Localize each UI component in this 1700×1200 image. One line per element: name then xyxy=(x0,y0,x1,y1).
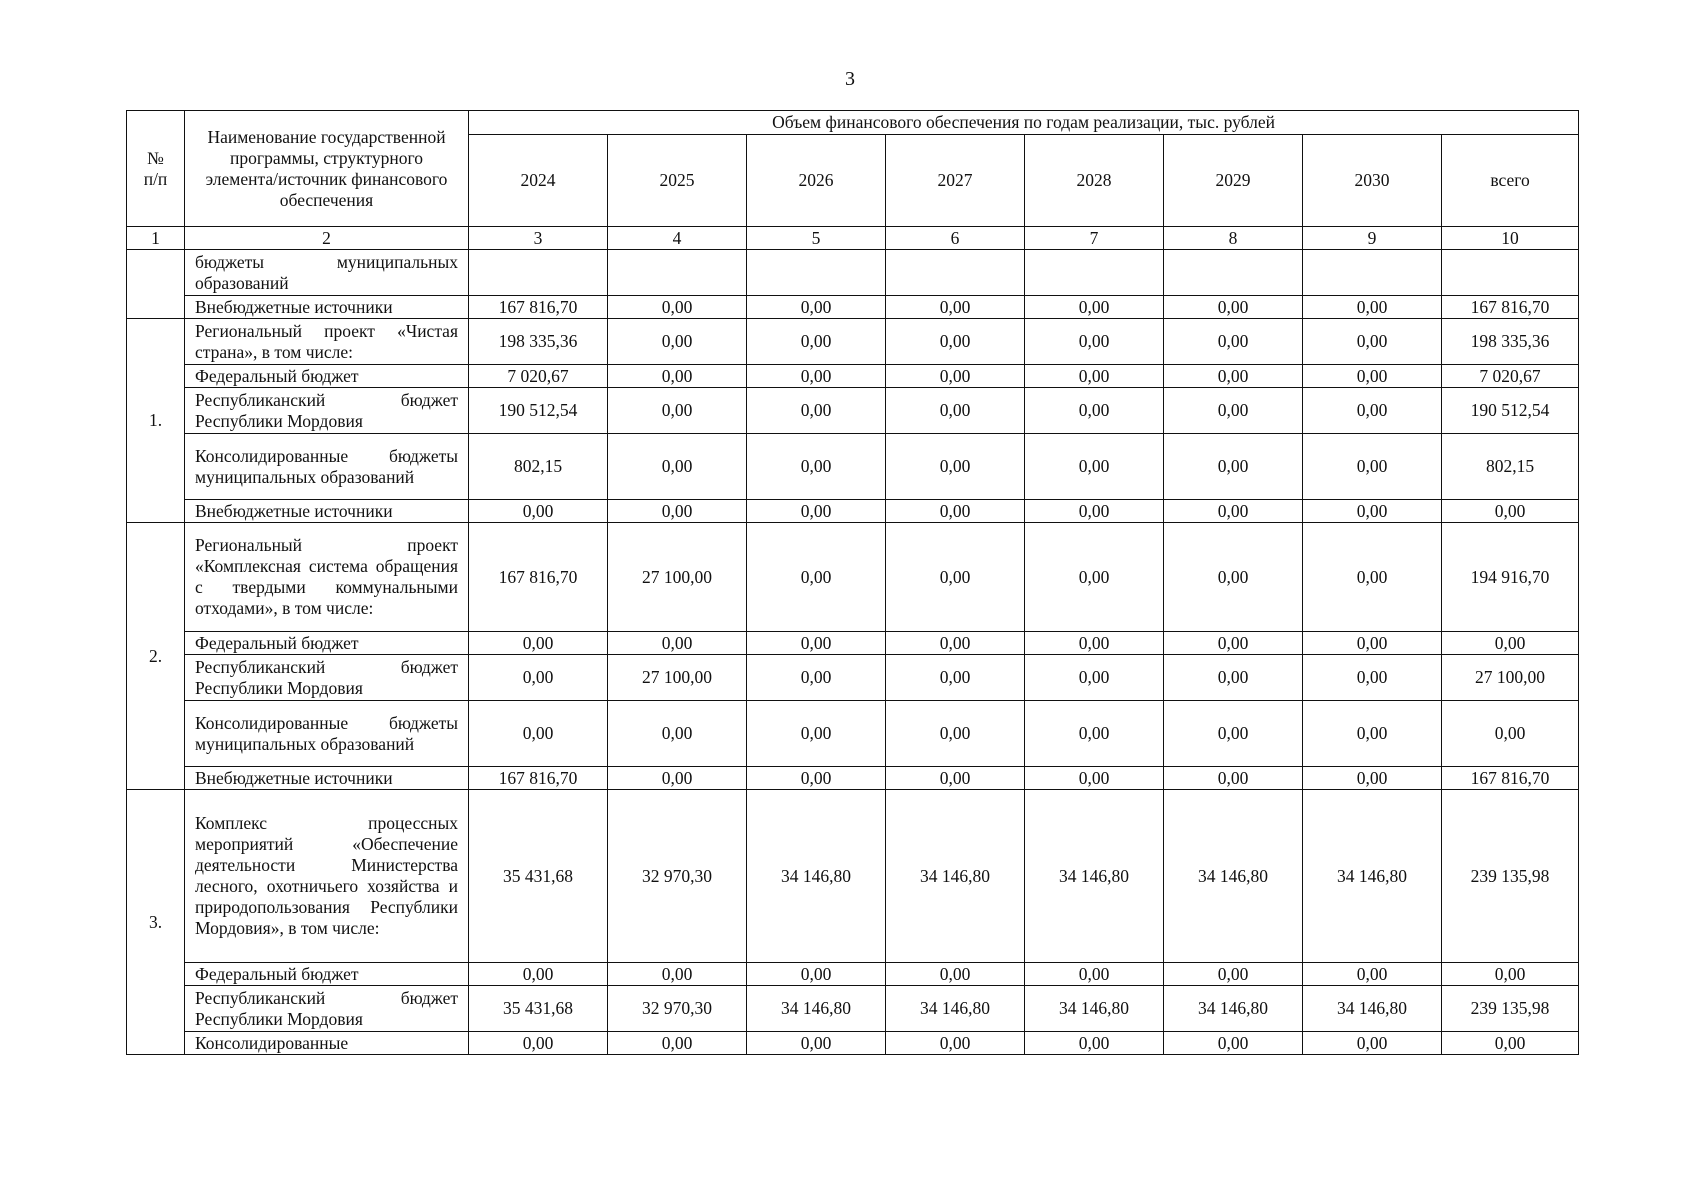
row-year-value: 0,00 xyxy=(747,523,886,632)
row-year-value: 0,00 xyxy=(1164,365,1303,388)
column-number: 9 xyxy=(1303,227,1442,250)
row-year-value: 34 146,80 xyxy=(1025,986,1164,1032)
row-total-value: 239 135,98 xyxy=(1442,986,1579,1032)
table-row xyxy=(127,701,1579,767)
row-year-value: 0,00 xyxy=(1164,701,1303,767)
table-row xyxy=(127,434,1579,500)
row-total-value: 7 020,67 xyxy=(1442,365,1579,388)
row-year-value: 34 146,80 xyxy=(1025,790,1164,963)
row-year-value: 0,00 xyxy=(1303,1032,1442,1055)
table-row xyxy=(127,1032,1579,1055)
row-year-value: 0,00 xyxy=(886,655,1025,701)
row-total-value: 0,00 xyxy=(1442,701,1579,767)
table-row xyxy=(127,365,1579,388)
row-year-value: 0,00 xyxy=(886,296,1025,319)
row-total-value: 0,00 xyxy=(1442,632,1579,655)
row-year-value: 0,00 xyxy=(1164,388,1303,434)
row-name: Консолидированные xyxy=(185,1032,469,1055)
row-year-value: 0,00 xyxy=(1303,296,1442,319)
row-total-value: 167 816,70 xyxy=(1442,296,1579,319)
row-year-value: 0,00 xyxy=(747,365,886,388)
row-year-value: 0,00 xyxy=(747,319,886,365)
header-year: 2025 xyxy=(608,135,747,227)
row-index: 3. xyxy=(127,790,185,1055)
row-year-value: 0,00 xyxy=(608,1032,747,1055)
row-year-value: 0,00 xyxy=(469,963,608,986)
column-numbers-row xyxy=(127,227,1579,250)
financing-table xyxy=(126,110,1579,1055)
row-total-value: 27 100,00 xyxy=(1442,655,1579,701)
row-year-value: 0,00 xyxy=(1164,632,1303,655)
row-year-value: 0,00 xyxy=(1025,319,1164,365)
row-year-value: 0,00 xyxy=(1303,434,1442,500)
row-year-value: 190 512,54 xyxy=(469,388,608,434)
column-number: 1 xyxy=(127,227,185,250)
row-year-value: 0,00 xyxy=(1025,963,1164,986)
table-row xyxy=(127,986,1579,1032)
row-index: 1. xyxy=(127,319,185,523)
row-year-value: 0,00 xyxy=(608,767,747,790)
row-year-value: 0,00 xyxy=(747,767,886,790)
row-year-value: 0,00 xyxy=(1303,632,1442,655)
row-year-value: 0,00 xyxy=(469,701,608,767)
row-name: Федеральный бюджет xyxy=(185,365,469,388)
row-year-value: 0,00 xyxy=(747,655,886,701)
row-name: Федеральный бюджет xyxy=(185,632,469,655)
row-year-value: 0,00 xyxy=(886,632,1025,655)
page-number: 3 xyxy=(845,68,855,90)
row-year-value: 34 146,80 xyxy=(1303,790,1442,963)
row-year-value: 0,00 xyxy=(608,388,747,434)
table-row xyxy=(127,963,1579,986)
column-number: 4 xyxy=(608,227,747,250)
row-year-value: 0,00 xyxy=(747,632,886,655)
table-row xyxy=(127,250,1579,296)
row-year-value: 0,00 xyxy=(886,523,1025,632)
row-total-value: 167 816,70 xyxy=(1442,767,1579,790)
row-year-value xyxy=(469,250,608,296)
row-year-value: 0,00 xyxy=(608,632,747,655)
row-year-value: 32 970,30 xyxy=(608,986,747,1032)
row-total-value xyxy=(1442,250,1579,296)
row-year-value: 0,00 xyxy=(1164,500,1303,523)
table-header xyxy=(127,111,1579,250)
column-number: 7 xyxy=(1025,227,1164,250)
table-row xyxy=(127,296,1579,319)
row-year-value: 0,00 xyxy=(1164,963,1303,986)
row-year-value xyxy=(747,250,886,296)
row-year-value: 0,00 xyxy=(1025,388,1164,434)
row-name: Консолидированные бюджеты муниципальных образований xyxy=(185,701,469,767)
table-row xyxy=(127,767,1579,790)
row-year-value: 0,00 xyxy=(469,1032,608,1055)
row-year-value: 7 020,67 xyxy=(469,365,608,388)
row-year-value: 0,00 xyxy=(1164,523,1303,632)
row-year-value: 0,00 xyxy=(1303,319,1442,365)
row-name: Федеральный бюджет xyxy=(185,963,469,986)
header-year: 2029 xyxy=(1164,135,1303,227)
row-year-value: 167 816,70 xyxy=(469,767,608,790)
row-year-value: 0,00 xyxy=(608,963,747,986)
row-year-value: 0,00 xyxy=(1164,434,1303,500)
row-year-value: 0,00 xyxy=(1303,365,1442,388)
row-year-value: 0,00 xyxy=(1025,434,1164,500)
row-year-value: 0,00 xyxy=(747,701,886,767)
row-year-value: 0,00 xyxy=(1164,1032,1303,1055)
header-total: всего xyxy=(1442,135,1579,227)
row-year-value xyxy=(608,250,747,296)
row-year-value: 0,00 xyxy=(1025,655,1164,701)
row-year-value: 802,15 xyxy=(469,434,608,500)
row-name: Внебюджетные источники xyxy=(185,296,469,319)
row-year-value: 34 146,80 xyxy=(1164,986,1303,1032)
table-row xyxy=(127,790,1579,963)
row-year-value: 0,00 xyxy=(469,632,608,655)
row-year-value: 0,00 xyxy=(886,388,1025,434)
row-year-value: 27 100,00 xyxy=(608,655,747,701)
row-year-value: 34 146,80 xyxy=(886,790,1025,963)
row-year-value: 0,00 xyxy=(886,767,1025,790)
row-name: Республиканский бюджет Республики Мордовия xyxy=(185,655,469,701)
header-year: 2030 xyxy=(1303,135,1442,227)
column-number: 2 xyxy=(185,227,469,250)
table-row xyxy=(127,632,1579,655)
row-year-value xyxy=(886,250,1025,296)
row-year-value: 34 146,80 xyxy=(1303,986,1442,1032)
row-total-value: 190 512,54 xyxy=(1442,388,1579,434)
row-year-value xyxy=(1303,250,1442,296)
row-year-value: 0,00 xyxy=(608,365,747,388)
row-year-value: 0,00 xyxy=(886,963,1025,986)
row-year-value: 0,00 xyxy=(747,1032,886,1055)
header-year: 2024 xyxy=(469,135,608,227)
row-year-value: 34 146,80 xyxy=(747,790,886,963)
row-year-value: 0,00 xyxy=(1164,319,1303,365)
table-row xyxy=(127,500,1579,523)
row-name: Республиканский бюджет Республики Мордовия xyxy=(185,986,469,1032)
row-year-value: 0,00 xyxy=(1303,655,1442,701)
row-total-value: 0,00 xyxy=(1442,500,1579,523)
row-year-value: 0,00 xyxy=(1025,365,1164,388)
row-year-value: 0,00 xyxy=(1164,296,1303,319)
row-year-value: 32 970,30 xyxy=(608,790,747,963)
header-year: 2028 xyxy=(1025,135,1164,227)
column-number: 3 xyxy=(469,227,608,250)
row-year-value xyxy=(1025,250,1164,296)
row-name: Консолидированные бюджеты муниципальных образований xyxy=(185,434,469,500)
row-year-value: 34 146,80 xyxy=(886,986,1025,1032)
row-total-value: 0,00 xyxy=(1442,1032,1579,1055)
row-year-value: 0,00 xyxy=(886,434,1025,500)
row-year-value: 0,00 xyxy=(469,655,608,701)
row-name: Республиканский бюджет Республики Мордовия xyxy=(185,388,469,434)
row-year-value: 0,00 xyxy=(1025,767,1164,790)
row-year-value: 0,00 xyxy=(1025,523,1164,632)
row-index: 2. xyxy=(127,523,185,790)
column-number: 10 xyxy=(1442,227,1579,250)
table-body xyxy=(127,250,1579,1055)
row-year-value: 0,00 xyxy=(1025,500,1164,523)
row-index xyxy=(127,250,185,319)
row-year-value: 0,00 xyxy=(1303,388,1442,434)
row-year-value: 0,00 xyxy=(1164,655,1303,701)
row-year-value: 0,00 xyxy=(1025,1032,1164,1055)
row-year-value: 0,00 xyxy=(1025,632,1164,655)
row-year-value: 167 816,70 xyxy=(469,296,608,319)
header-name: Наименование государственной программы, структурного элемента/источник финансового обеспечения xyxy=(185,111,469,227)
row-year-value: 0,00 xyxy=(886,1032,1025,1055)
row-year-value: 27 100,00 xyxy=(608,523,747,632)
header-number: № п/п xyxy=(127,111,185,227)
header-year: 2026 xyxy=(747,135,886,227)
row-year-value: 0,00 xyxy=(886,319,1025,365)
row-year-value: 0,00 xyxy=(1164,767,1303,790)
row-total-value: 239 135,98 xyxy=(1442,790,1579,963)
row-year-value: 0,00 xyxy=(886,365,1025,388)
row-year-value: 198 335,36 xyxy=(469,319,608,365)
row-year-value: 35 431,68 xyxy=(469,986,608,1032)
row-year-value: 0,00 xyxy=(608,296,747,319)
row-year-value: 0,00 xyxy=(1025,701,1164,767)
row-year-value: 35 431,68 xyxy=(469,790,608,963)
row-total-value: 194 916,70 xyxy=(1442,523,1579,632)
row-year-value: 0,00 xyxy=(886,500,1025,523)
row-year-value: 0,00 xyxy=(608,500,747,523)
row-year-value: 0,00 xyxy=(608,319,747,365)
row-year-value: 0,00 xyxy=(1025,296,1164,319)
row-year-value: 0,00 xyxy=(747,963,886,986)
row-name: Внебюджетные источники xyxy=(185,500,469,523)
row-year-value: 34 146,80 xyxy=(1164,790,1303,963)
row-year-value: 0,00 xyxy=(1303,701,1442,767)
row-year-value: 167 816,70 xyxy=(469,523,608,632)
row-year-value: 0,00 xyxy=(747,500,886,523)
table-row xyxy=(127,319,1579,365)
row-year-value: 0,00 xyxy=(747,388,886,434)
row-year-value: 34 146,80 xyxy=(747,986,886,1032)
row-total-value: 802,15 xyxy=(1442,434,1579,500)
row-year-value: 0,00 xyxy=(1303,523,1442,632)
column-number: 6 xyxy=(886,227,1025,250)
row-year-value xyxy=(1164,250,1303,296)
row-year-value: 0,00 xyxy=(1303,963,1442,986)
table-row xyxy=(127,523,1579,632)
row-year-value: 0,00 xyxy=(747,434,886,500)
row-year-value: 0,00 xyxy=(608,701,747,767)
row-name: Комплекс процессных мероприятий «Обеспечение деятельности Министерства лесного, охотничьего хозяйства и природопользования Республики Мордовия», в том числе: xyxy=(185,790,469,963)
table-row xyxy=(127,655,1579,701)
row-year-value: 0,00 xyxy=(608,434,747,500)
header-volume: Объем финансового обеспечения по годам реализации, тыс. рублей xyxy=(469,111,1579,135)
row-year-value: 0,00 xyxy=(747,296,886,319)
row-year-value: 0,00 xyxy=(1303,500,1442,523)
row-name: Региональный проект «Комплексная система обращения с твердыми коммунальными отходами», в том числе: xyxy=(185,523,469,632)
row-name: Внебюджетные источники xyxy=(185,767,469,790)
table-row xyxy=(127,388,1579,434)
column-number: 8 xyxy=(1164,227,1303,250)
row-name: Региональный проект «Чистая страна», в том числе: xyxy=(185,319,469,365)
row-total-value: 198 335,36 xyxy=(1442,319,1579,365)
row-year-value: 0,00 xyxy=(469,500,608,523)
header-year: 2027 xyxy=(886,135,1025,227)
row-name: бюджеты муниципальных образований xyxy=(185,250,469,296)
row-year-value: 0,00 xyxy=(1303,767,1442,790)
row-total-value: 0,00 xyxy=(1442,963,1579,986)
row-year-value: 0,00 xyxy=(886,701,1025,767)
column-number: 5 xyxy=(747,227,886,250)
